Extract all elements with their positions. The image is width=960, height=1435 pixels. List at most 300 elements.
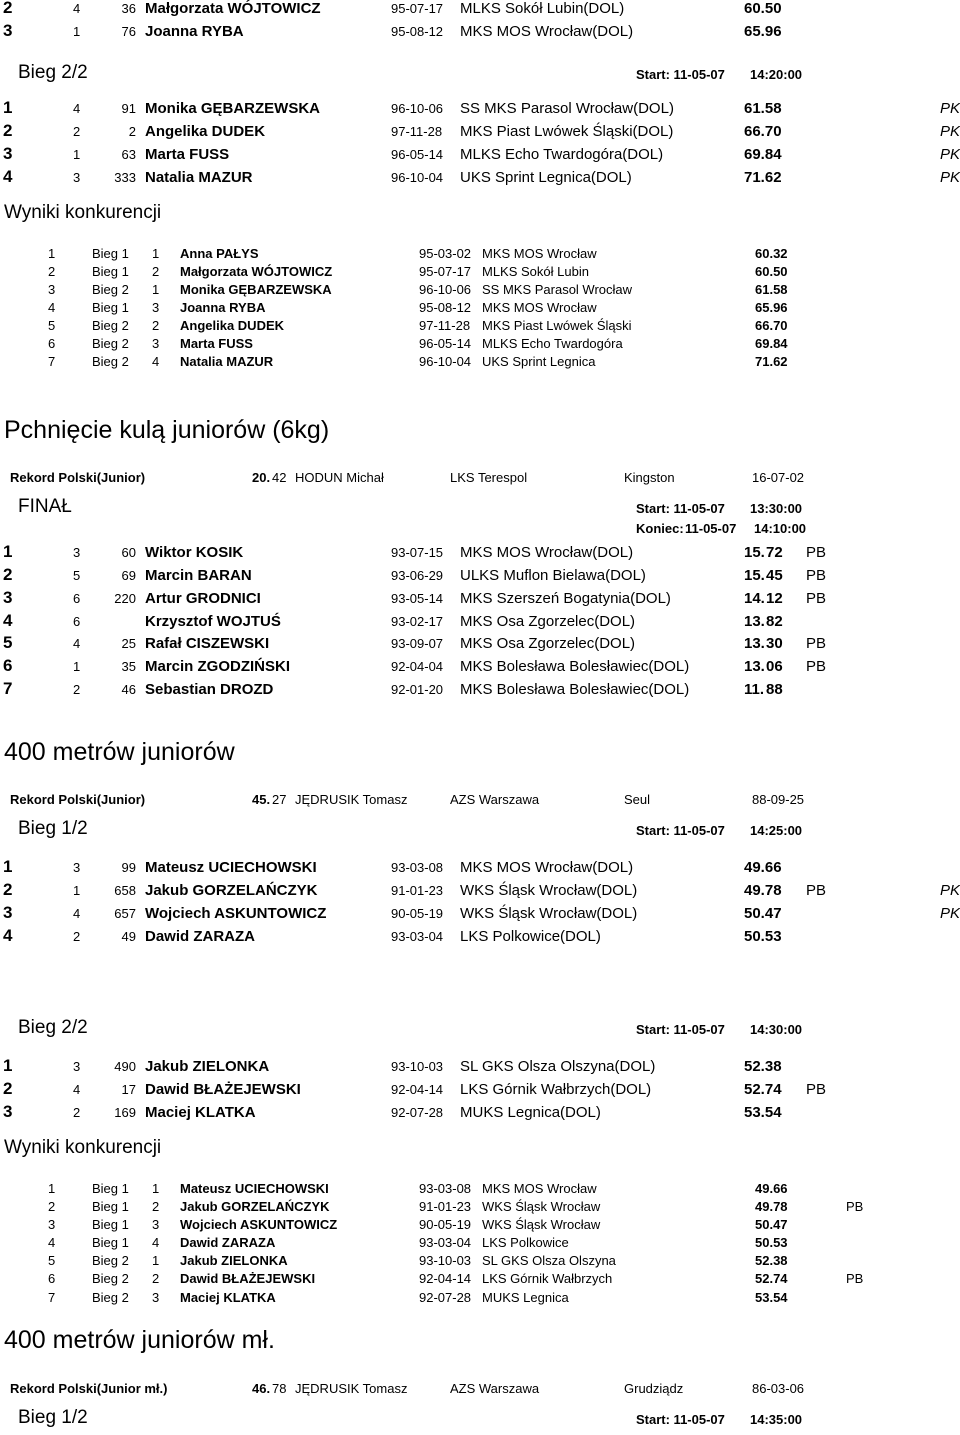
- birth-date: 93-03-08: [419, 1181, 472, 1196]
- start-label: Start: 11-05-07: [636, 823, 725, 838]
- result: 49.78: [755, 1199, 788, 1214]
- birth-date: 92-04-04: [391, 659, 444, 674]
- bib: 36: [121, 1, 136, 16]
- heat: Bieg 1: [92, 1199, 129, 1214]
- birth-date: 96-10-04: [419, 354, 472, 369]
- record-club: LKS Terespol: [450, 470, 528, 485]
- club-name: MKS MOS Wrocław: [482, 246, 597, 261]
- result: 50.47: [744, 905, 782, 922]
- birth-date: 93-03-08: [391, 860, 444, 875]
- bib: 69: [121, 568, 136, 583]
- athlete-name: Jakub ZIELONKA: [180, 1253, 288, 1268]
- start-time: 14:20:00: [750, 67, 803, 82]
- result-frac: 88: [766, 681, 783, 698]
- record-value: 20.: [252, 470, 271, 485]
- place: 3: [3, 1102, 13, 1121]
- birth-date: 92-01-20: [391, 682, 444, 697]
- start-label: Start: 11-05-07: [636, 1412, 725, 1427]
- birth-date: 93-10-03: [419, 1253, 472, 1268]
- result-row: [0, 23, 960, 49]
- heat-place: 1: [152, 282, 160, 297]
- event-title: 400 metrów juniorów mł.: [4, 1326, 275, 1354]
- record-mark: PB: [846, 1199, 864, 1214]
- result-row: [0, 928, 960, 954]
- result-frac: 82: [766, 613, 783, 630]
- lane: 3: [73, 170, 81, 185]
- end-label: Koniec:: [636, 521, 684, 536]
- birth-date: 96-05-14: [391, 147, 444, 162]
- heat: Bieg 1: [92, 264, 129, 279]
- place: 5: [3, 633, 13, 652]
- place: 1: [3, 857, 13, 876]
- record-label: Rekord Polski(Junior): [10, 470, 146, 485]
- place: 4: [3, 611, 13, 630]
- record-holder: JĘDRUSIK Tomasz: [295, 792, 408, 807]
- club-name: SS MKS Parasol Wrocław: [482, 282, 633, 297]
- club-name: MKS Piast Lwówek Śląski: [482, 318, 632, 333]
- athlete-name: Natalia MAZUR: [145, 169, 253, 186]
- lane: 1: [73, 659, 81, 674]
- club-name: UKS Sprint Legnica(DOL): [460, 169, 632, 186]
- result: 52.74: [744, 1081, 782, 1098]
- event-title: 400 metrów juniorów: [4, 738, 235, 766]
- club-name: WKS Śląsk Wrocław(DOL): [460, 882, 638, 899]
- club-name: MLKS Echo Twardogóra: [482, 336, 623, 351]
- athlete-name: Marta FUSS: [145, 146, 230, 163]
- athlete-name: Wojciech ASKUNTOWICZ: [145, 905, 327, 922]
- heat: Bieg 2: [92, 354, 129, 369]
- result: 49.78: [744, 882, 782, 899]
- result: 52.74: [755, 1271, 788, 1286]
- record-holder: HODUN Michał: [295, 470, 384, 485]
- result: 61.58: [744, 100, 782, 117]
- heat-header: [0, 820, 960, 846]
- birth-date: 95-08-12: [391, 24, 444, 39]
- result: 50.53: [744, 928, 782, 945]
- birth-date: 92-04-14: [419, 1271, 472, 1286]
- heat: Bieg 1: [92, 1235, 129, 1250]
- heat-place: 2: [152, 1199, 160, 1214]
- heat: Bieg 2: [92, 318, 129, 333]
- lane: 2: [73, 124, 81, 139]
- end-date: 11-05-07: [685, 521, 737, 536]
- result: 52.38: [744, 1058, 782, 1075]
- record-mark: PK: [940, 100, 960, 117]
- heat-place: 4: [152, 354, 160, 369]
- place: 4: [48, 1235, 56, 1250]
- record-label: Rekord Polski(Junior mł.): [10, 1381, 168, 1396]
- record-date: 16-07-02: [752, 470, 805, 485]
- heat-place: 2: [152, 318, 160, 333]
- record-date: 88-09-25: [752, 792, 805, 807]
- place: 7: [48, 354, 56, 369]
- athlete-name: Joanna RYBA: [145, 23, 244, 40]
- result-frac: 30: [766, 635, 783, 652]
- heat-place: 2: [152, 264, 160, 279]
- athlete-name: Angelika DUDEK: [145, 123, 266, 140]
- athlete-name: Wiktor KOSIK: [145, 544, 244, 561]
- record-place: Kingston: [624, 470, 675, 485]
- place: 7: [3, 679, 13, 698]
- athlete-name: Maciej KLATKA: [180, 1290, 276, 1305]
- birth-date: 92-07-28: [391, 1105, 444, 1120]
- wyniki-title-row: [0, 1137, 960, 1163]
- birth-date: 95-07-17: [391, 1, 444, 16]
- athlete-name: Maciej KLATKA: [145, 1104, 256, 1121]
- section-title: Wyniki konkurencji: [4, 1137, 162, 1158]
- lane: 2: [73, 929, 81, 944]
- lane: 6: [73, 591, 81, 606]
- athlete-name: Jakub GORZELAŃCZYK: [180, 1199, 330, 1214]
- athlete-name: Rafał CISZEWSKI: [145, 635, 270, 652]
- athlete-name: Mateusz UCIECHOWSKI: [145, 859, 317, 876]
- bib: 46: [121, 682, 136, 697]
- heat-title: Bieg 2/2: [18, 1017, 88, 1038]
- bib: 76: [121, 24, 136, 39]
- heat-place: 3: [152, 1290, 160, 1305]
- place: 1: [48, 1181, 56, 1196]
- club-name: SL GKS Olsza Olszyna(DOL): [460, 1058, 656, 1075]
- place: 2: [3, 565, 13, 584]
- athlete-name: Dawid ZARAZA: [145, 928, 255, 945]
- record-date: 86-03-06: [752, 1381, 805, 1396]
- club-name: MUKS Legnica(DOL): [460, 1104, 601, 1121]
- place: 5: [48, 1253, 56, 1268]
- birth-date: 97-11-28: [419, 318, 471, 333]
- athlete-name: Małgorzata WÓJTOWICZ: [145, 0, 321, 17]
- lane: 4: [73, 1082, 81, 1097]
- athlete-name: Natalia MAZUR: [180, 354, 274, 369]
- place: 2: [48, 264, 56, 279]
- club-name: MKS Szerszeń Bogatynia(DOL): [460, 590, 671, 607]
- record-holder: JĘDRUSIK Tomasz: [295, 1381, 408, 1396]
- result-int: 11.: [744, 681, 765, 698]
- birth-date: 97-11-28: [391, 124, 443, 139]
- athlete-name: Małgorzata WÓJTOWICZ: [180, 264, 333, 279]
- place: 7: [48, 1290, 56, 1305]
- club-name: MKS MOS Wrocław: [482, 300, 597, 315]
- place: 3: [3, 903, 13, 922]
- place: 2: [48, 1199, 56, 1214]
- bib: 91: [121, 101, 136, 116]
- heat-place: 1: [152, 1253, 160, 1268]
- athlete-name: Joanna RYBA: [180, 300, 266, 315]
- result: 65.96: [755, 300, 788, 315]
- result-int: 14.: [744, 590, 765, 607]
- result: 49.66: [755, 1181, 788, 1196]
- lane: 4: [73, 1, 81, 16]
- result-frac: 45: [766, 567, 783, 584]
- record-mark: PK: [940, 146, 960, 163]
- athlete-name: Marcin BARAN: [145, 567, 252, 584]
- record-value-frac: 78: [272, 1381, 287, 1396]
- heat-header: [0, 1019, 960, 1045]
- result: 69.84: [755, 336, 788, 351]
- event-title-row: [0, 738, 960, 764]
- event-title: Pchnięcie kulą juniorów (6kg): [4, 416, 330, 444]
- result: 60.50: [755, 264, 788, 279]
- record-mark: PB: [806, 635, 827, 652]
- birth-date: 93-05-14: [391, 591, 444, 606]
- place: 3: [3, 588, 13, 607]
- lane: 3: [73, 860, 81, 875]
- athlete-name: Wojciech ASKUNTOWICZ: [180, 1217, 338, 1232]
- lane: 2: [73, 682, 81, 697]
- birth-date: 91-01-23: [391, 883, 444, 898]
- record-mark: PB: [806, 882, 827, 899]
- result-row: [0, 681, 960, 707]
- lane: 4: [73, 101, 81, 116]
- club-name: MKS MOS Wrocław(DOL): [460, 544, 634, 561]
- athlete-name: Artur GRODNICI: [145, 590, 261, 607]
- lane: 1: [73, 24, 81, 39]
- birth-date: 90-05-19: [391, 906, 444, 921]
- bib: 658: [114, 883, 136, 898]
- lane: 4: [73, 636, 81, 651]
- lane: 6: [73, 614, 81, 629]
- athlete-name: Krzysztof WOJTUŚ: [145, 613, 281, 630]
- club-name: WKS Śląsk Wrocław: [482, 1217, 601, 1232]
- result-int: 13.: [744, 613, 765, 630]
- birth-date: 93-06-29: [391, 568, 444, 583]
- result: 71.62: [755, 354, 788, 369]
- place: 6: [48, 1271, 56, 1286]
- athlete-name: Monika GĘBARZEWSKA: [180, 282, 332, 297]
- heat: Bieg 2: [92, 1253, 129, 1268]
- place: 3: [3, 21, 13, 40]
- result-row: [0, 169, 960, 195]
- result: 53.54: [755, 1290, 788, 1305]
- heat-title: FINAŁ: [18, 496, 72, 517]
- event-title-row: [0, 416, 960, 442]
- place: 1: [3, 98, 13, 117]
- athlete-name: Sebastian DROZD: [145, 681, 274, 698]
- club-name: MKS Osa Zgorzelec(DOL): [460, 613, 636, 630]
- start-label: Start: 11-05-07: [636, 67, 725, 82]
- birth-date: 93-10-03: [391, 1059, 444, 1074]
- result-int: 13.: [744, 658, 765, 675]
- result: 50.47: [755, 1217, 788, 1232]
- record-club: AZS Warszawa: [450, 792, 540, 807]
- club-name: MUKS Legnica: [482, 1290, 569, 1305]
- lane: 1: [73, 147, 81, 162]
- place: 6: [48, 336, 56, 351]
- record-place: Seul: [624, 792, 651, 807]
- athlete-name: Monika GĘBARZEWSKA: [145, 100, 321, 117]
- ranking-row: [0, 1290, 960, 1316]
- club-name: MKS Bolesława Bolesławiec(DOL): [460, 658, 690, 675]
- bib: 17: [121, 1082, 136, 1097]
- birth-date: 93-03-04: [419, 1235, 472, 1250]
- birth-date: 96-10-04: [391, 170, 444, 185]
- record-row: [0, 792, 960, 818]
- club-name: SL GKS Olsza Olszyna: [482, 1253, 616, 1268]
- place: 4: [3, 167, 13, 186]
- bib: 60: [121, 545, 136, 560]
- birth-date: 93-03-04: [391, 929, 444, 944]
- result: 52.38: [755, 1253, 788, 1268]
- birth-date: 93-07-15: [391, 545, 444, 560]
- result: 66.70: [755, 318, 788, 333]
- athlete-name: Jakub ZIELONKA: [145, 1058, 270, 1075]
- record-label: Rekord Polski(Junior): [10, 792, 146, 807]
- club-name: MKS MOS Wrocław: [482, 1181, 597, 1196]
- club-name: MLKS Echo Twardogóra(DOL): [460, 146, 664, 163]
- record-value: 46.: [252, 1381, 271, 1396]
- heat-place: 2: [152, 1271, 160, 1286]
- result: 60.32: [755, 246, 788, 261]
- event-title-row: [0, 1326, 960, 1352]
- result: 60.50: [744, 0, 782, 17]
- record-mark: PB: [806, 544, 827, 561]
- club-name: MKS Osa Zgorzelec(DOL): [460, 635, 636, 652]
- lane: 2: [73, 1105, 81, 1120]
- record-mark: PB: [846, 1271, 864, 1286]
- record-place: Grudziądz: [624, 1381, 684, 1396]
- place: 3: [48, 1217, 56, 1232]
- lane: 4: [73, 906, 81, 921]
- start-label: Start: 11-05-07: [636, 501, 725, 516]
- place: 2: [3, 121, 13, 140]
- start-time: 14:35:00: [750, 1412, 803, 1427]
- result: 49.66: [744, 859, 782, 876]
- birth-date: 91-01-23: [419, 1199, 472, 1214]
- record-row: [0, 470, 960, 496]
- athlete-name: Jakub GORZELAŃCZYK: [145, 882, 318, 899]
- club-name: MKS Piast Lwówek Śląski(DOL): [460, 123, 674, 140]
- club-name: MLKS Sokół Lubin(DOL): [460, 0, 625, 17]
- lane: 5: [73, 568, 81, 583]
- result-frac: 06: [766, 658, 783, 675]
- heat-header: [0, 1409, 960, 1435]
- heat-title: Bieg 1/2: [18, 1407, 88, 1428]
- bib: 49: [121, 929, 136, 944]
- record-value-frac: 42: [272, 470, 287, 485]
- lane: 3: [73, 1059, 81, 1074]
- athlete-name: Anna PAŁYS: [180, 246, 259, 261]
- heat: Bieg 1: [92, 246, 129, 261]
- birth-date: 95-08-12: [419, 300, 472, 315]
- birth-date: 90-05-19: [419, 1217, 472, 1232]
- club-name: WKS Śląsk Wrocław(DOL): [460, 905, 638, 922]
- result: 61.58: [755, 282, 788, 297]
- start-time: 14:30:00: [750, 1022, 803, 1037]
- heat-place: 1: [152, 246, 160, 261]
- final-header: [0, 496, 960, 522]
- place: 4: [3, 926, 13, 945]
- heat-title: Bieg 1/2: [18, 818, 88, 839]
- end-time: 14:10:00: [754, 521, 807, 536]
- club-name: MKS MOS Wrocław(DOL): [460, 23, 634, 40]
- bib: 25: [121, 636, 136, 651]
- club-name: LKS Górnik Wałbrzych(DOL): [460, 1081, 652, 1098]
- result-int: 15.: [744, 544, 765, 561]
- heat-place: 3: [152, 1217, 160, 1232]
- club-name: MLKS Sokół Lubin: [482, 264, 589, 279]
- athlete-name: Angelika DUDEK: [180, 318, 285, 333]
- result-int: 15.: [744, 567, 765, 584]
- athlete-name: Mateusz UCIECHOWSKI: [180, 1181, 329, 1196]
- record-value-frac: 27: [272, 792, 287, 807]
- start-label: Start: 11-05-07: [636, 1022, 725, 1037]
- record-row: [0, 1381, 960, 1407]
- heat: Bieg 2: [92, 1271, 129, 1286]
- athlete-name: Dawid ZARAZA: [180, 1235, 276, 1250]
- birth-date: 92-04-14: [391, 1082, 444, 1097]
- bib: 2: [128, 124, 136, 139]
- birth-date: 96-10-06: [391, 101, 444, 116]
- place: 2: [3, 1079, 13, 1098]
- heat: Bieg 1: [92, 1217, 129, 1232]
- lane: 1: [73, 883, 81, 898]
- heat-place: 3: [152, 336, 160, 351]
- heat: Bieg 2: [92, 336, 129, 351]
- result: 66.70: [744, 123, 782, 140]
- heat: Bieg 1: [92, 1181, 129, 1196]
- heat: Bieg 1: [92, 300, 129, 315]
- record-mark: PB: [806, 1081, 827, 1098]
- result-int: 13.: [744, 635, 765, 652]
- athlete-name: Marta FUSS: [180, 336, 253, 351]
- start-time: 13:30:00: [750, 501, 803, 516]
- heat-place: 3: [152, 300, 160, 315]
- place: 2: [3, 880, 13, 899]
- birth-date: 96-05-14: [419, 336, 472, 351]
- club-name: MKS Bolesława Bolesławiec(DOL): [460, 681, 690, 698]
- heat-header: [0, 64, 960, 90]
- bib: 490: [114, 1059, 136, 1074]
- place: 1: [3, 1056, 13, 1075]
- start-time: 14:25:00: [750, 823, 803, 838]
- club-name: MKS MOS Wrocław(DOL): [460, 859, 634, 876]
- athlete-name: Marcin ZGODZIŃSKI: [145, 658, 291, 675]
- result-row: [0, 1104, 960, 1130]
- wyniki-title-row: [0, 202, 960, 228]
- place: 3: [3, 144, 13, 163]
- result: 65.96: [744, 23, 782, 40]
- birth-date: 95-07-17: [419, 264, 472, 279]
- result: 53.54: [744, 1104, 782, 1121]
- bib: 35: [121, 659, 136, 674]
- heat-title: Bieg 2/2: [18, 62, 88, 83]
- bib: 63: [121, 147, 136, 162]
- place: 2: [3, 0, 13, 17]
- place: 6: [3, 656, 13, 675]
- bib: 657: [114, 906, 136, 921]
- bib: 169: [114, 1105, 136, 1120]
- heat-place: 1: [152, 1181, 160, 1196]
- birth-date: 92-07-28: [419, 1290, 472, 1305]
- section-title: Wyniki konkurencji: [4, 202, 162, 223]
- heat-place: 4: [152, 1235, 160, 1250]
- place: 5: [48, 318, 56, 333]
- result: 71.62: [744, 169, 782, 186]
- result: 69.84: [744, 146, 782, 163]
- place: 1: [3, 542, 13, 561]
- club-name: UKS Sprint Legnica: [482, 354, 596, 369]
- place: 4: [48, 300, 56, 315]
- athlete-name: Dawid BŁAŻEJEWSKI: [145, 1081, 301, 1098]
- club-name: ULKS Muflon Bielawa(DOL): [460, 567, 646, 584]
- pk-mark: PK: [940, 882, 960, 899]
- club-name: LKS Polkowice: [482, 1235, 569, 1250]
- bib: 333: [114, 170, 136, 185]
- bib: 220: [114, 591, 136, 606]
- record-mark: PB: [806, 590, 827, 607]
- birth-date: 93-02-17: [391, 614, 444, 629]
- place: 1: [48, 246, 56, 261]
- club-name: LKS Polkowice(DOL): [460, 928, 601, 945]
